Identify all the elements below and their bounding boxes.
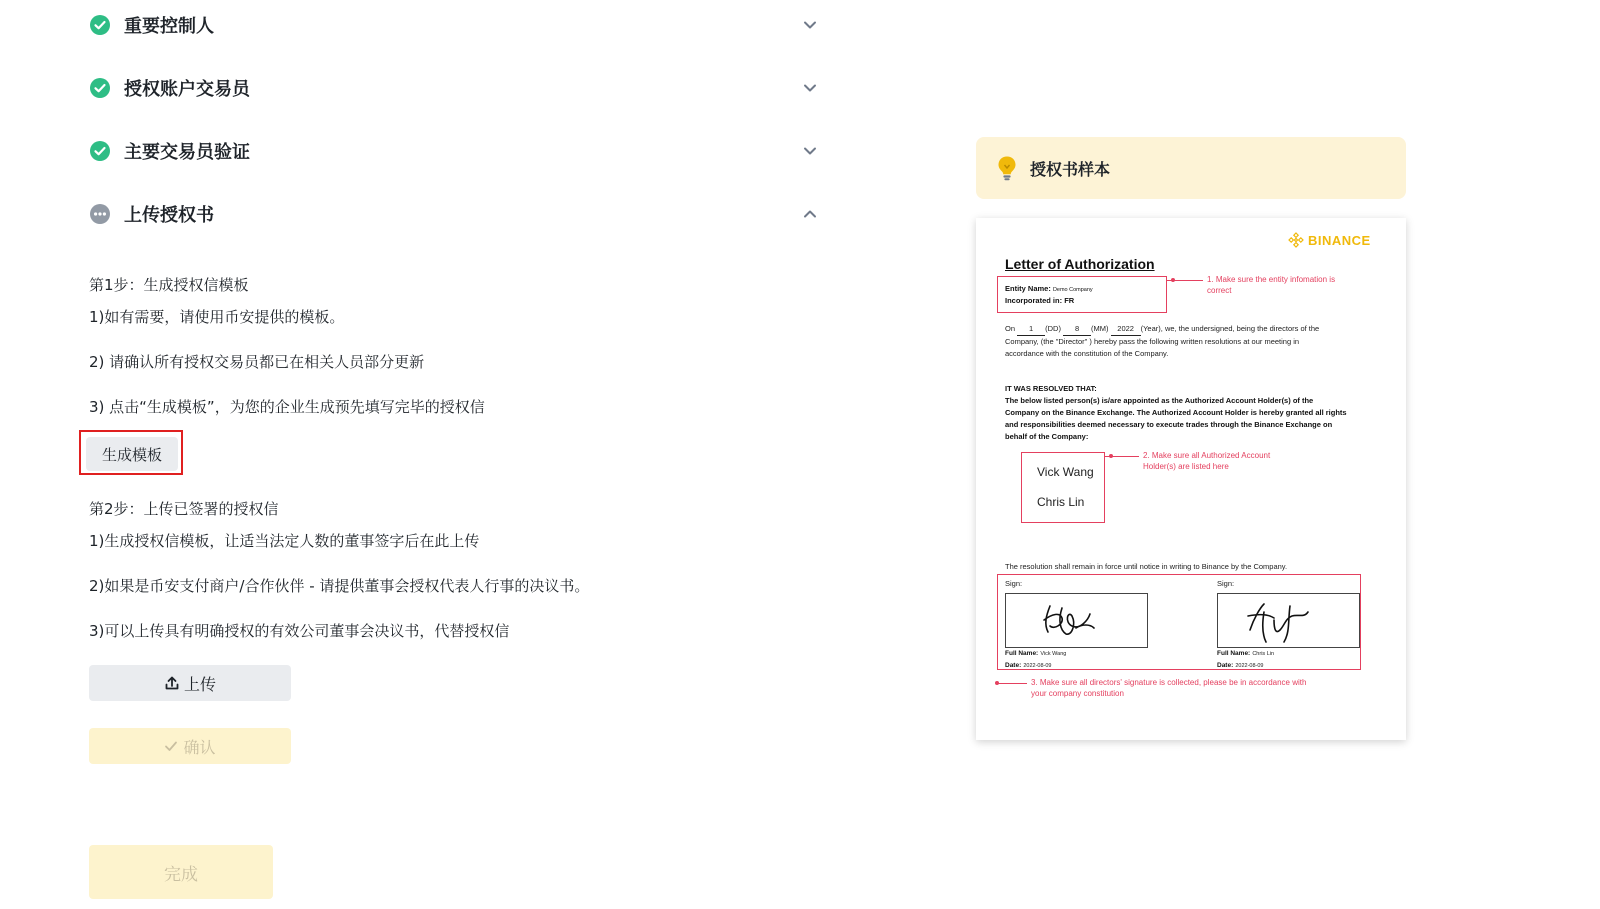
annotation-note-2 <box>1143 450 1270 472</box>
para1-line-3: accordance with the constitution of the Company. <box>1005 349 1169 358</box>
annotation-note-2-line-2: Holder(s) are listed here <box>1143 462 1229 471</box>
para1-line-2: Company, (the "Director" ) hereby pass the following written resolutions at our meeting in <box>1005 337 1300 346</box>
step1-line-1: 1)如有需要，请使用币安提供的模板。 <box>89 308 345 326</box>
chevron-down-icon[interactable] <box>802 17 818 33</box>
date-year: 2022 <box>1111 323 1141 336</box>
full-name-label-2: Full Name: <box>1217 650 1251 657</box>
resolved-line-3: and responsibilities deemed necessary to execute trades through the Binance Exchange on <box>1005 420 1333 429</box>
binance-diamond-icon <box>1288 232 1304 248</box>
annotation-note-3 <box>1031 677 1306 699</box>
check-circle-icon <box>90 141 110 161</box>
step2-line-3: 3)可以上传具有明确授权的有效公司董事会决议书，代替授权信 <box>89 622 510 640</box>
letter-title: Letter of Authorization <box>1005 256 1155 272</box>
step1-line-2: 2) 请确认所有授权交易员都已在相关人员部分更新 <box>89 353 425 371</box>
binance-logo <box>1288 232 1371 248</box>
step2-line-2: 2)如果是币安支付商户/合作伙伴 - 请提供董事会授权代表人行事的决议书。 <box>89 577 590 595</box>
generate-template-button[interactable]: 生成模板 <box>86 437 178 471</box>
more-circle-icon <box>90 204 110 224</box>
date-paragraph <box>1005 323 1385 360</box>
date-month: 8 <box>1063 323 1091 336</box>
step2-line-1: 1)生成授权信模板，让适当法定人数的董事签字后在此上传 <box>89 532 480 550</box>
full-name-label-1: Full Name: <box>1005 650 1039 657</box>
sign-label-2: Sign: <box>1217 579 1235 588</box>
annotation-dot-1 <box>1171 278 1175 282</box>
entity-name-value: Demo Company <box>1052 287 1093 293</box>
signer-2-details <box>1217 648 1274 672</box>
resolved-line-4: behalf of the Company: <box>1005 432 1089 441</box>
signer-1-name: Vick Wang <box>1040 651 1067 657</box>
signature-2 <box>1218 594 1361 649</box>
date-line <box>1005 323 1385 336</box>
section-authorized-traders[interactable] <box>90 68 818 108</box>
date-label-1: Date: <box>1005 662 1022 669</box>
upload-icon <box>164 675 180 691</box>
date-on-text: On <box>1005 324 1016 333</box>
step1-line-3: 3) 点击“生成模板”，为您的企业生成预先填写完毕的授权信 <box>89 398 485 416</box>
annotation-note-2-line-1: 2. Make sure all Authorized Account <box>1143 451 1271 460</box>
sample-tip-banner <box>976 137 1406 199</box>
lightbulb-icon <box>996 155 1018 181</box>
annotation-note-1-line-1: 1. Make sure the entity infomation is <box>1207 275 1336 284</box>
holder-name-1: Vick Wang <box>1037 465 1094 479</box>
entity-name-label: Entity Name: <box>1005 284 1051 293</box>
confirm-button-label: 确认 <box>183 737 216 757</box>
incorporated-label: Incorporated in: <box>1005 296 1063 305</box>
check-circle-icon <box>90 78 110 98</box>
upload-button[interactable] <box>89 665 291 701</box>
section-primary-trader-verification[interactable] <box>90 131 818 171</box>
resolved-heading: IT WAS RESOLVED THAT: <box>1005 384 1097 393</box>
resolved-line-2: Company on the Binance Exchange. The Authorized Account Holder is hereby granted all rights <box>1005 408 1347 417</box>
section-title: 重要控制人 <box>124 16 214 37</box>
signature-box-1 <box>1005 593 1148 648</box>
confirm-button[interactable] <box>89 728 291 764</box>
section-key-controller[interactable] <box>90 5 818 45</box>
section-upload-authorization[interactable] <box>90 194 818 234</box>
signer-1-details <box>1005 648 1066 672</box>
sign-label-1: Sign: <box>1005 579 1023 588</box>
incorporated-value: FR <box>1064 296 1075 305</box>
signer-2-name: Chris Lin <box>1252 651 1275 657</box>
chevron-down-icon[interactable] <box>802 80 818 96</box>
annotation-note-3-line-1: 3. Make sure all directors' signature is collected, please be in accordance with <box>1031 678 1307 687</box>
account-holders-box <box>1021 452 1105 523</box>
annotation-note-1-line-2: correct <box>1207 286 1232 295</box>
date-day: 1 <box>1017 323 1045 336</box>
signature-box-2 <box>1217 593 1360 648</box>
step2-title: 第2步：上传已签署的授权信 <box>89 500 279 518</box>
chevron-down-icon[interactable] <box>802 143 818 159</box>
date-month-unit: (MM) <box>1091 324 1109 333</box>
date-rest-text: (Year), we, the undersigned, being the directors of the <box>1140 324 1320 333</box>
resolved-section <box>1005 383 1395 443</box>
annotation-note-3-line-2: your company constitution <box>1031 689 1124 698</box>
resolved-line-1: The below listed person(s) is/are appointed as the Authorized Account Holder(s) of the <box>1005 396 1314 405</box>
date-day-unit: (DD) <box>1045 324 1061 333</box>
section-title: 主要交易员验证 <box>124 142 250 163</box>
upload-button-label: 上传 <box>183 674 216 694</box>
annotation-leader-3 <box>997 683 1027 684</box>
signer-2-date: 2022-08-09 <box>1235 663 1264 669</box>
incorporated-row <box>1005 295 1074 307</box>
holder-name-2: Chris Lin <box>1037 495 1085 509</box>
chevron-up-icon[interactable] <box>802 206 818 222</box>
annotation-dot-2 <box>1109 454 1113 458</box>
check-circle-icon <box>90 15 110 35</box>
signature-1 <box>1006 594 1149 649</box>
section-title: 上传授权书 <box>124 205 214 226</box>
binance-brand-text: BINANCE <box>1308 232 1371 248</box>
done-button[interactable]: 完成 <box>89 845 273 899</box>
checkmark-icon <box>164 739 178 753</box>
annotation-note-1 <box>1207 274 1335 296</box>
step1-title: 第1步：生成授权信模板 <box>89 276 249 294</box>
signer-1-date: 2022-08-09 <box>1023 663 1052 669</box>
authorization-letter-sample <box>976 218 1406 740</box>
date-label-2: Date: <box>1217 662 1234 669</box>
remain-text: The resolution shall remain in force until notice in writing to Binance by the Company. <box>1005 562 1288 571</box>
section-title: 授权账户交易员 <box>124 79 250 100</box>
sample-banner-label: 授权书样本 <box>1030 159 1111 179</box>
